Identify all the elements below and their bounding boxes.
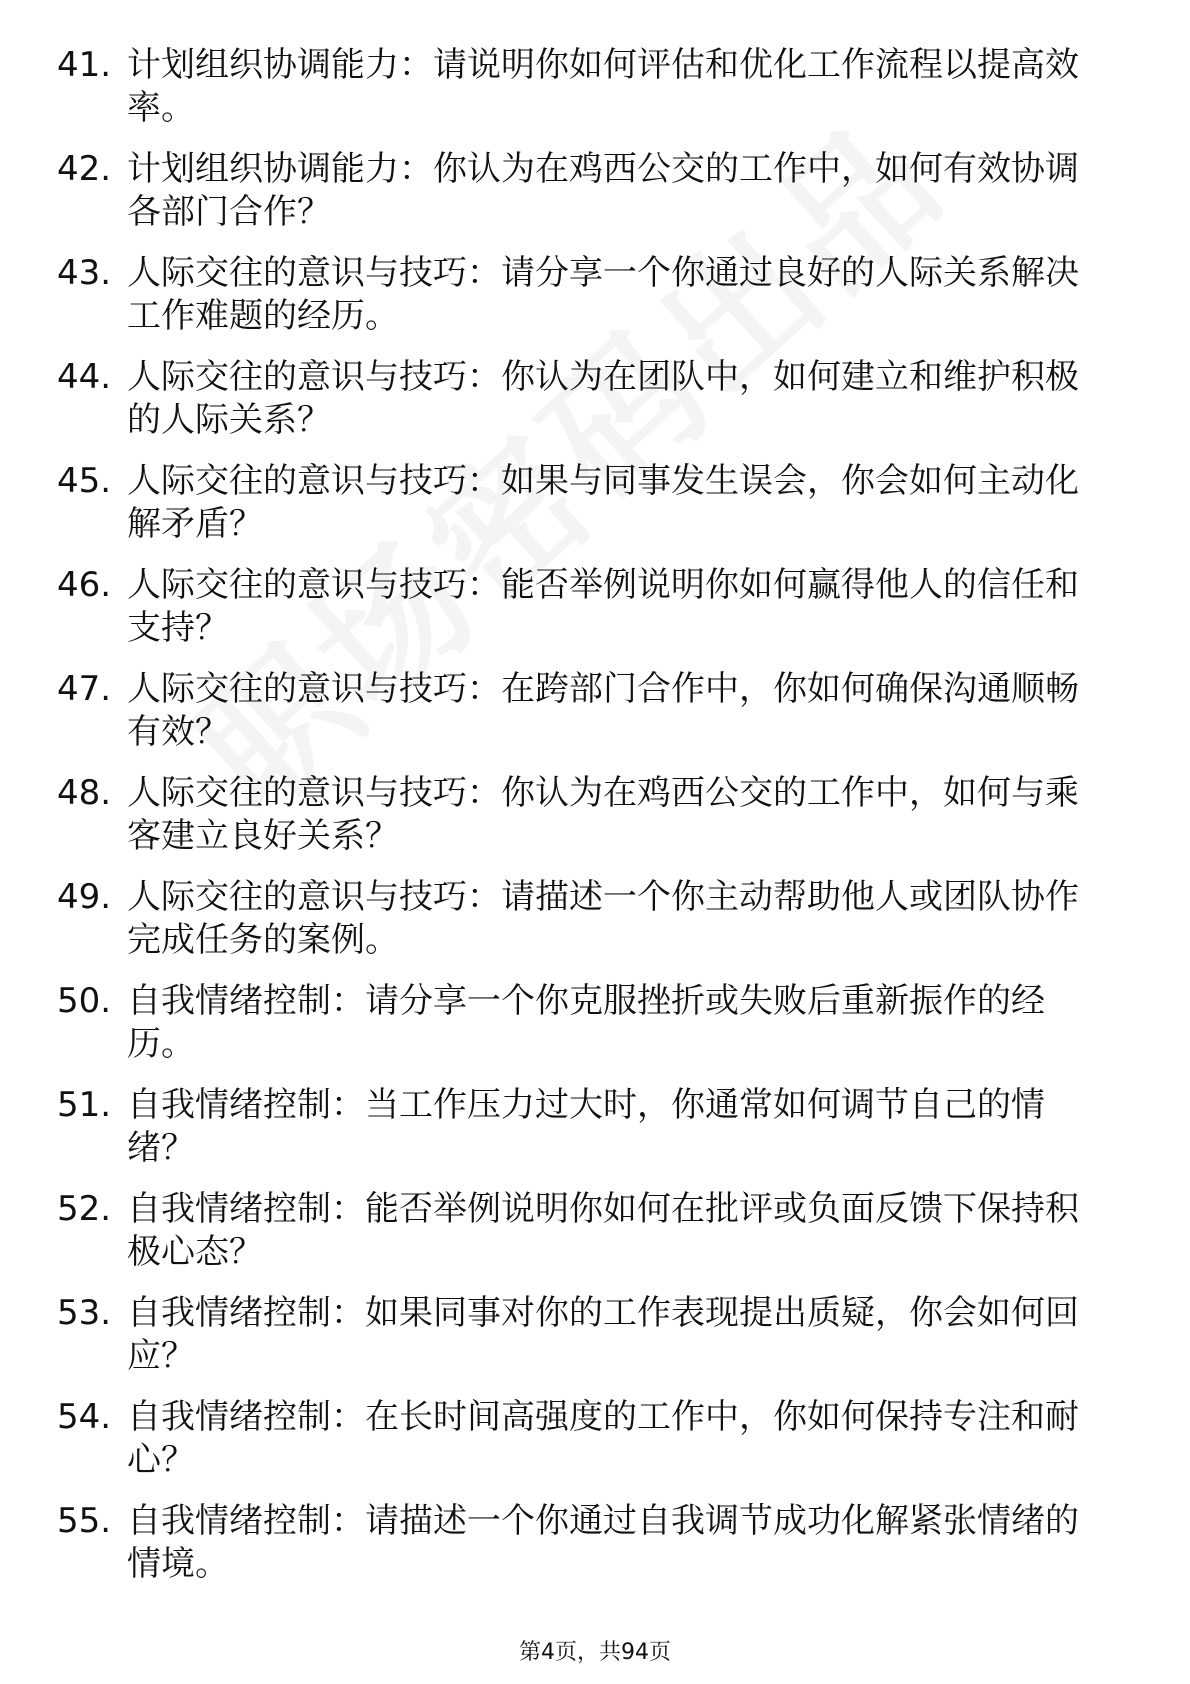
list-item bbox=[0, 460, 1190, 564]
question-number: 48. bbox=[57, 773, 112, 813]
list-item bbox=[0, 44, 1190, 148]
list-item bbox=[0, 1500, 1190, 1604]
question-number: 44. bbox=[57, 357, 112, 397]
question-text: 自我情绪控制：请描述一个你通过自我调节成功化解紧张情绪的情境。 bbox=[127, 1501, 1079, 1584]
question-text: 人际交往的意识与技巧：请描述一个你主动帮助他人或团队协作完成任务的案例。 bbox=[127, 877, 1079, 960]
question-number: 53. bbox=[57, 1293, 112, 1333]
question-text: 人际交往的意识与技巧：能否举例说明你如何赢得他人的信任和支持？ bbox=[127, 565, 1079, 648]
question-number: 42. bbox=[57, 149, 112, 189]
list-item bbox=[0, 1292, 1190, 1396]
question-text: 自我情绪控制：能否举例说明你如何在批评或负面反馈下保持积极心态？ bbox=[127, 1189, 1079, 1272]
question-number: 47. bbox=[57, 669, 112, 709]
question-number: 46. bbox=[57, 565, 112, 605]
question-number: 49. bbox=[57, 877, 112, 917]
question-number: 43. bbox=[57, 253, 112, 293]
question-number: 45. bbox=[57, 461, 112, 501]
page-footer: 第4页，共94页 bbox=[519, 1640, 671, 1665]
question-text: 自我情绪控制：请分享一个你克服挫折或失败后重新振作的经历。 bbox=[127, 981, 1045, 1064]
list-item bbox=[0, 564, 1190, 668]
question-number: 51. bbox=[57, 1085, 112, 1125]
list-item bbox=[0, 1188, 1190, 1292]
list-item bbox=[0, 148, 1190, 252]
question-text: 人际交往的意识与技巧：如果与同事发生误会，你会如何主动化解矛盾？ bbox=[127, 461, 1079, 544]
question-number: 41. bbox=[57, 45, 112, 85]
list-item bbox=[0, 1084, 1190, 1188]
question-list bbox=[0, 44, 1190, 1604]
question-text: 人际交往的意识与技巧：在跨部门合作中，你如何确保沟通顺畅有效？ bbox=[127, 669, 1079, 752]
list-item bbox=[0, 252, 1190, 356]
question-text: 人际交往的意识与技巧：你认为在团队中，如何建立和维护积极的人际关系？ bbox=[127, 357, 1079, 440]
list-item bbox=[0, 356, 1190, 460]
question-text: 自我情绪控制：在长时间高强度的工作中，你如何保持专注和耐心？ bbox=[127, 1397, 1079, 1480]
question-number: 54. bbox=[57, 1397, 112, 1437]
question-text: 计划组织协调能力：请说明你如何评估和优化工作流程以提高效率。 bbox=[127, 45, 1079, 128]
question-text: 人际交往的意识与技巧：你认为在鸡西公交的工作中，如何与乘客建立良好关系？ bbox=[127, 773, 1079, 856]
list-item bbox=[0, 980, 1190, 1084]
question-text: 自我情绪控制：当工作压力过大时，你通常如何调节自己的情绪？ bbox=[127, 1085, 1045, 1168]
list-item bbox=[0, 668, 1190, 772]
list-item bbox=[0, 772, 1190, 876]
list-item bbox=[0, 876, 1190, 980]
question-number: 50. bbox=[57, 981, 112, 1021]
list-item bbox=[0, 1396, 1190, 1500]
question-number: 55. bbox=[57, 1501, 112, 1541]
question-number: 52. bbox=[57, 1189, 112, 1229]
question-text: 计划组织协调能力：你认为在鸡西公交的工作中，如何有效协调各部门合作？ bbox=[127, 149, 1079, 232]
question-text: 自我情绪控制：如果同事对你的工作表现提出质疑，你会如何回应？ bbox=[127, 1293, 1079, 1376]
question-text: 人际交往的意识与技巧：请分享一个你通过良好的人际关系解决工作难题的经历。 bbox=[127, 253, 1079, 336]
